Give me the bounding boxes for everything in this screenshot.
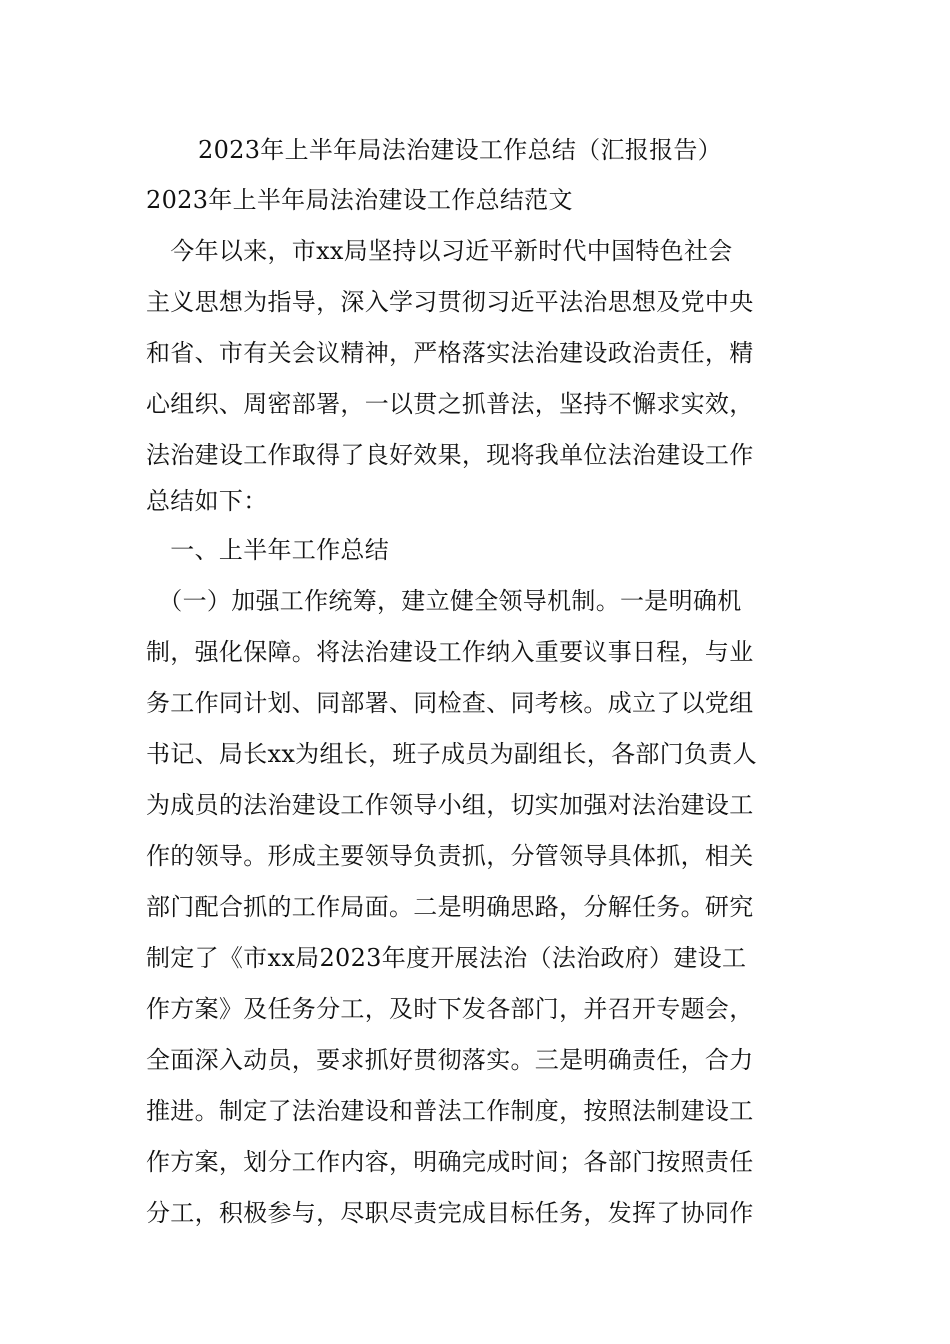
- document-title: 2023年上半年局法治建设工作总结（汇报报告）: [198, 136, 722, 164]
- body-line: 书记、局长xx为组长，班子成员为副组长，各部门负责人: [146, 740, 757, 768]
- body-line: 全面深入动员，要求抓好贯彻落实。三是明确责任，合力: [146, 1046, 754, 1074]
- body-line: 务工作同计划、同部署、同检查、同考核。成立了以党组: [146, 689, 754, 717]
- body-line: 总结如下：: [146, 487, 268, 515]
- body-line: 作方案》及任务分工，及时下发各部门，并召开专题会，: [146, 995, 754, 1023]
- body-line: 分工，积极参与，尽职尽责完成目标任务，发挥了协同作: [146, 1199, 754, 1227]
- body-line: （一）加强工作统筹，建立健全领导机制。一是明确机: [146, 587, 742, 615]
- body-line: 制定了《市xx局2023年度开展法治（法治政府）建设工: [146, 944, 747, 972]
- body-line: 部门配合抓的工作局面。二是明确思路，分解任务。研究: [146, 893, 754, 921]
- body-line: 作的领导。形成主要领导负责抓，分管领导具体抓，相关: [146, 842, 754, 870]
- body-line: 今年以来，市xx局坚持以习近平新时代中国特色社会: [146, 237, 733, 265]
- section-heading: 一、上半年工作总结: [146, 536, 389, 564]
- body-line: 法治建设工作取得了良好效果，现将我单位法治建设工作: [146, 441, 754, 469]
- body-line: 作方案，划分工作内容，明确完成时间；各部门按照责任: [146, 1148, 754, 1176]
- body-line: 推进。制定了法治建设和普法工作制度，按照法制建设工: [146, 1097, 754, 1125]
- body-line: 为成员的法治建设工作领导小组，切实加强对法治建设工: [146, 791, 754, 819]
- body-line: 心组织、周密部署，一以贯之抓普法，坚持不懈求实效，: [146, 390, 754, 418]
- body-line: 和省、市有关会议精神，严格落实法治建设政治责任，精: [146, 339, 754, 367]
- document-subtitle: 2023年上半年局法治建设工作总结范文: [146, 186, 573, 214]
- body-line: 主义思想为指导，深入学习贯彻习近平法治思想及党中央: [146, 288, 754, 316]
- body-line: 制，强化保障。将法治建设工作纳入重要议事日程，与业: [146, 638, 754, 666]
